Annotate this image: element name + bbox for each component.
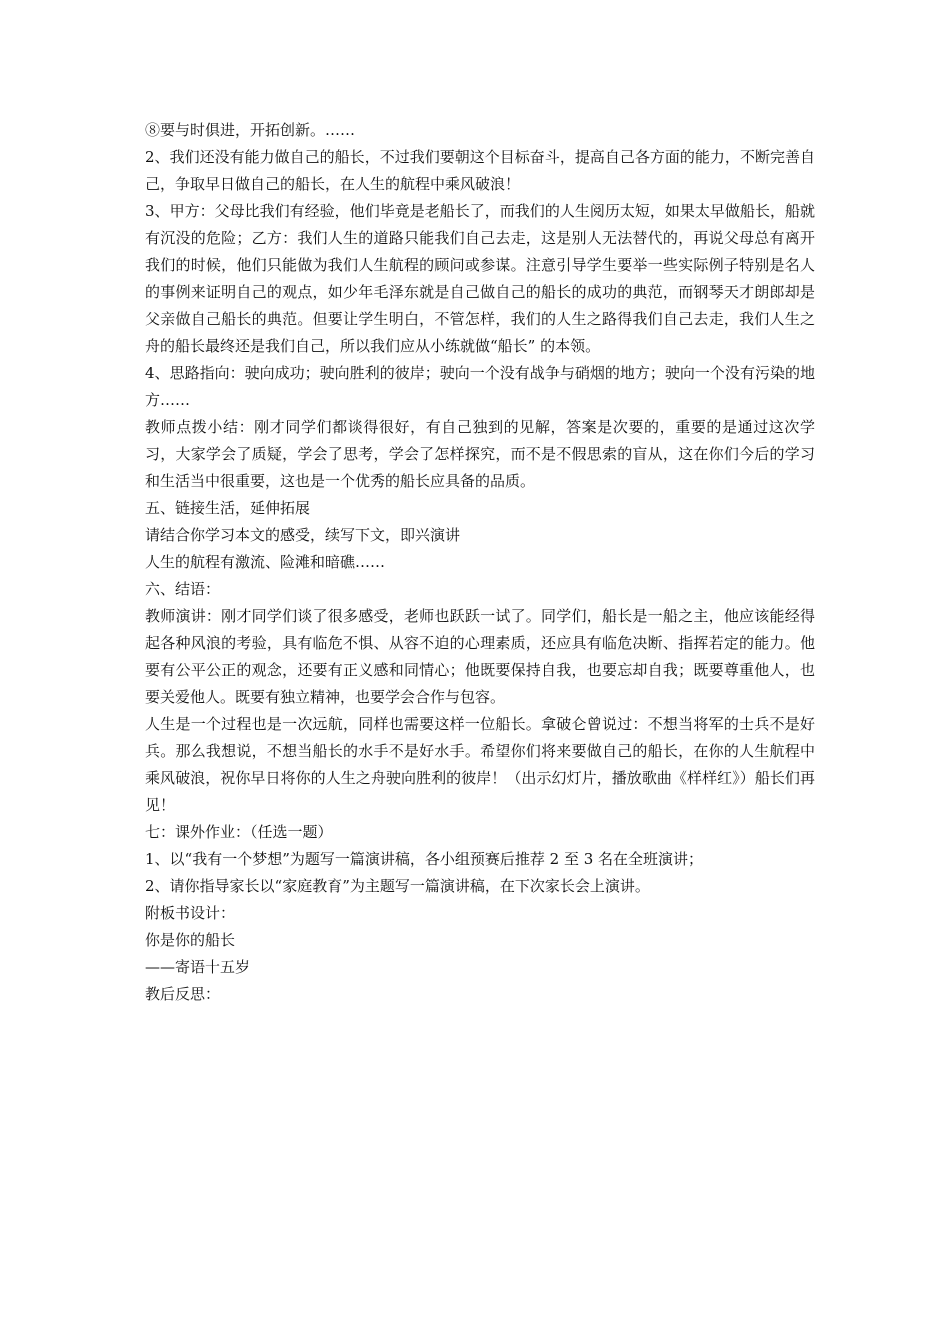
section-heading-7: 七：课外作业：（任选一题） [145,823,333,841]
blackboard-subtitle: ——寄语十五岁 [145,958,251,976]
section-heading-5: 五、链接生活，延伸拓展 [145,499,311,517]
paragraph-speech-opening: 人生的航程有激流、险滩和暗礁…… [145,553,386,571]
homework-item-2: 2、请你指导家长以“家庭教育”为主题写一篇演讲稿，在下次家长会上演讲。 [145,877,650,895]
paragraph-life-voyage: 人生是一个过程也是一次远航，同样也需要这样一位船长。拿破仑曾说过：不想当将军的士兵不是好兵。那么我想说，不想当船长的水手不是好水手。希望你们将来要做自己的船长，在你的人生航程中乘风破浪，祝你早日将你的人生之舟驶向胜利的彼岸！（出示幻灯片，播放歌曲《样样红》）船长们再见！ [145,715,815,814]
paragraph-teacher-summary: 教师点拨小结：刚才同学们都谈得很好，有自己独到的见解，答案是次要的，重要的是通过这次学习，大家学会了质疑，学会了思考，学会了怎样探究，而不是不假思索的盲从，这在你们今后的学习和生活当中很重要，这也是一个优秀的船长应具备的品质。 [145,418,815,490]
blackboard-design-heading: 附板书设计： [145,904,236,922]
reflection-heading: 教后反思： [145,985,221,1003]
blackboard-title: 你是你的船长 [145,931,236,949]
homework-item-1: 1、以“我有一个梦想”为题写一篇演讲稿，各小组预赛后推荐 2 至 3 名在全班演讲； [145,850,704,868]
document-body [145,117,815,1008]
paragraph-speech-prompt: 请结合你学习本文的感受，续写下文，即兴演讲 [145,526,461,544]
section-heading-6: 六、结语： [145,580,221,598]
paragraph-answer-2: 2、我们还没有能力做自己的船长，不过我们要朝这个目标奋斗，提高自己各方面的能力，不断完善自己，争取早日做自己的船长，在人生的航程中乘风破浪！ [145,148,815,193]
paragraph-answer-3: 3、甲方：父母比我们有经验，他们毕竟是老船长了，而我们的人生阅历太短，如果太早做船长，船就有沉没的危险；乙方：我们人生的道路只能我们自己去走，这是别人无法替代的，再说父母总有离开我们的时候，他们只能做为我们人生航程的顾问或参谋。注意引导学生要举一些实际例子特别是名人的事例来证明自己的观点，如少年毛泽东就是自己做自己的船长的成功的典范，而钢琴天才朗郎却是父亲做自己船长的典范。但要让学生明白，不管怎样，我们的人生之路得我们自己去走，我们人生之舟的船长最终还是我们自己，所以我们应从小练就做“船长” 的本领。 [145,202,815,355]
paragraph-teacher-speech: 教师演讲：刚才同学们谈了很多感受，老师也跃跃一试了。同学们，船长是一船之主，他应该能经得起各种风浪的考验，具有临危不惧、从容不迫的心理素质，还应具有临危决断、指挥若定的能力。他要有公平公正的观念，还要有正义感和同情心；他既要保持自我，也要忘却自我；既要尊重他人，也要关爱他人。既要有独立精神，也要学会合作与包容。 [145,607,815,706]
paragraph-item-8-ending: ⑧要与时俱进，开拓创新。…… [145,121,356,139]
paragraph-answer-4: 4、思路指向：驶向成功；驶向胜利的彼岸；驶向一个没有战争与硝烟的地方；驶向一个没有污染的地方…… [145,364,815,409]
